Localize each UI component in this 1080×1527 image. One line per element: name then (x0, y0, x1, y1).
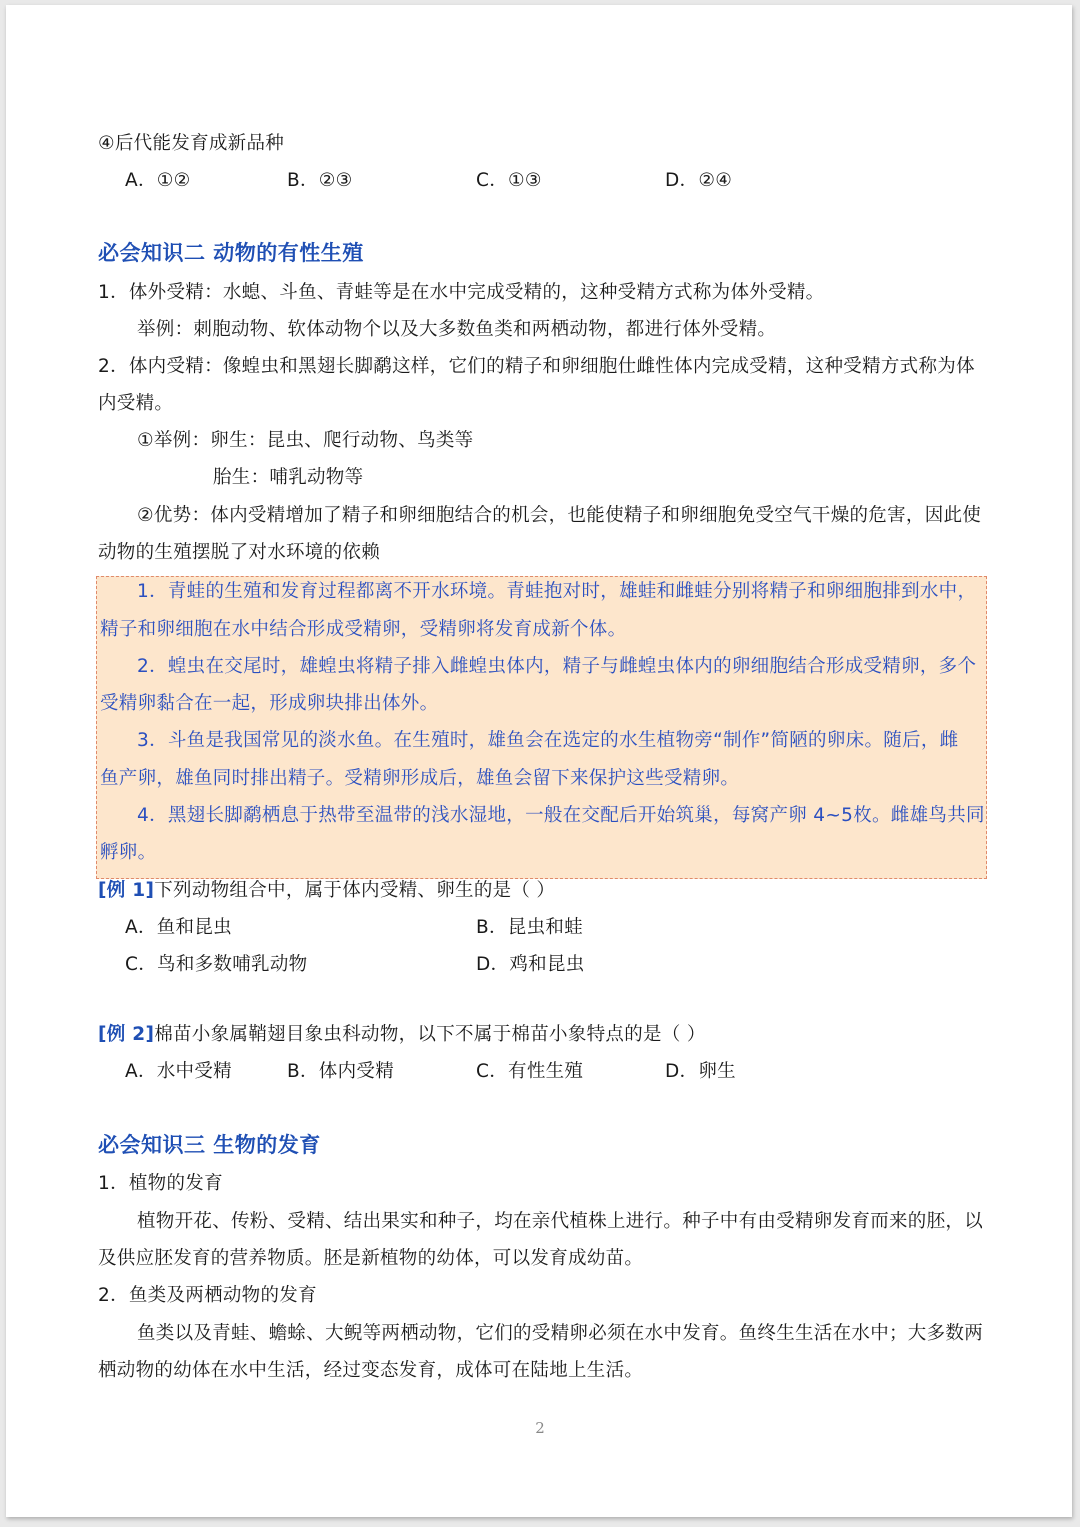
example-2 (98, 1022, 706, 1048)
ex1-option-c: C．鸟和多数哺乳动物 (125, 954, 308, 975)
ex1-option-b: B．昆虫和蛙 (476, 917, 583, 938)
option-c: C．①③ (476, 170, 542, 191)
note-3-cont: 鱼产卵，雄鱼同时排出精子。受精卵形成后，雄鱼会留下来保护这些受精卵。 (100, 768, 740, 789)
ex1-option-a: A．鱼和昆虫 (125, 917, 232, 938)
ex1-option-d: D．鸡和昆虫 (476, 954, 585, 975)
fish-amphibian-text: 鱼类以及青蛙、蟾蜍、大鲵等两栖动物，它们的受精卵必须在水中发育。鱼终生生活在水中；大多数两 (137, 1323, 984, 1344)
note-2: 2．蝗虫在交尾时，雄蝗虫将精子排入雌蝗虫体内，精子与雌蝗虫体内的卵细胞结合形成受精卵，多个 (137, 656, 977, 677)
fish-amphibian-text-cont: 栖动物的幼体在水中生活，经过变态发育，成体可在陆地上生活。 (98, 1360, 644, 1381)
option-d: D．②④ (665, 170, 733, 191)
note-2-cont: 受精卵黏合在一起，形成卵块排出体外。 (100, 693, 439, 714)
example-1 (98, 878, 555, 904)
ex2-option-d: D．卵生 (665, 1061, 736, 1082)
external-fertilization-example: 举例：刺胞动物、软体动物个以及大多数鱼类和两栖动物，都进行体外受精。 (137, 319, 777, 340)
plant-development-text-cont: 及供应胚发育的营养物质。胚是新植物的幼体，可以发育成幼苗。 (98, 1248, 644, 1269)
ex2-option-c: C．有性生殖 (476, 1061, 584, 1082)
note-1-cont: 精子和卵细胞在水中结合形成受精卵，受精卵将发育成新个体。 (100, 619, 627, 640)
question-item-4: ④后代能发育成新品种 (98, 133, 285, 154)
example-1-question: 下列动物组合中，属于体内受精、卵生的是（ ） (154, 880, 556, 901)
fish-amphibian-title: 2．鱼类及两栖动物的发育 (98, 1285, 317, 1306)
internal-advantage-cont: 动物的生殖摆脱了对水环境的依赖 (98, 542, 381, 563)
page-number: 2 (535, 1419, 545, 1437)
option-b: B．②③ (287, 170, 353, 191)
internal-advantage: ②优势：体内受精增加了精子和卵细胞结合的机会，也能使精子和卵细胞免受空气干燥的危害，因此使 (137, 505, 982, 526)
internal-fertilization-line-cont: 内受精。 (98, 393, 174, 414)
external-fertilization-line: 1．体外受精：水螅、斗鱼、青蛙等是在水中完成受精的，这种受精方式称为体外受精。 (98, 282, 825, 303)
example-2-question: 棉苗小象属鞘翅目象虫科动物，以下不属于棉苗小象特点的是（ ） (154, 1024, 706, 1045)
ex2-option-a: A．水中受精 (125, 1061, 232, 1082)
ex2-option-b: B．体内受精 (287, 1061, 394, 1082)
internal-example-oviparous: ①举例：卵生：昆虫、爬行动物、鸟类等 (137, 430, 474, 451)
note-1: 1．青蛙的生殖和发育过程都离不开水环境。青蛙抱对时，雄蛙和雌蛙分别将精子和卵细胞排到水中， (137, 581, 977, 602)
example-2-tag: [例 2] (98, 1024, 155, 1045)
section-heading-2: 必会知识二 动物的有性生殖 (98, 241, 364, 265)
plant-development-title: 1．植物的发育 (98, 1173, 223, 1194)
internal-example-viviparous: 胎生：哺乳动物等 (213, 467, 364, 488)
note-4-cont: 孵卵。 (100, 842, 157, 863)
plant-development-text: 植物开花、传粉、受精、结出果实和种子，均在亲代植株上进行。种子中有由受精卵发育而来的胚，以 (137, 1211, 984, 1232)
note-4: 4．黑翅长脚鹬栖息于热带至温带的浅水湿地，一般在交配后开始筑巢，每窝产卵 4~5枚。雌雄鸟共同 (137, 805, 985, 826)
internal-fertilization-line: 2．体内受精：像蝗虫和黑翅长脚鹬这样，它们的精子和卵细胞仕雌性体内完成受精，这种受精方式称为体 (98, 356, 975, 377)
example-1-tag: [例 1] (98, 880, 155, 901)
section-heading-3: 必会知识三 生物的发育 (98, 1133, 321, 1157)
option-a: A．①② (125, 170, 191, 191)
note-3: 3．斗鱼是我国常见的淡水鱼。在生殖时，雄鱼会在选定的水生植物旁“制作”简陋的卵床。随后，雌 (137, 730, 959, 751)
